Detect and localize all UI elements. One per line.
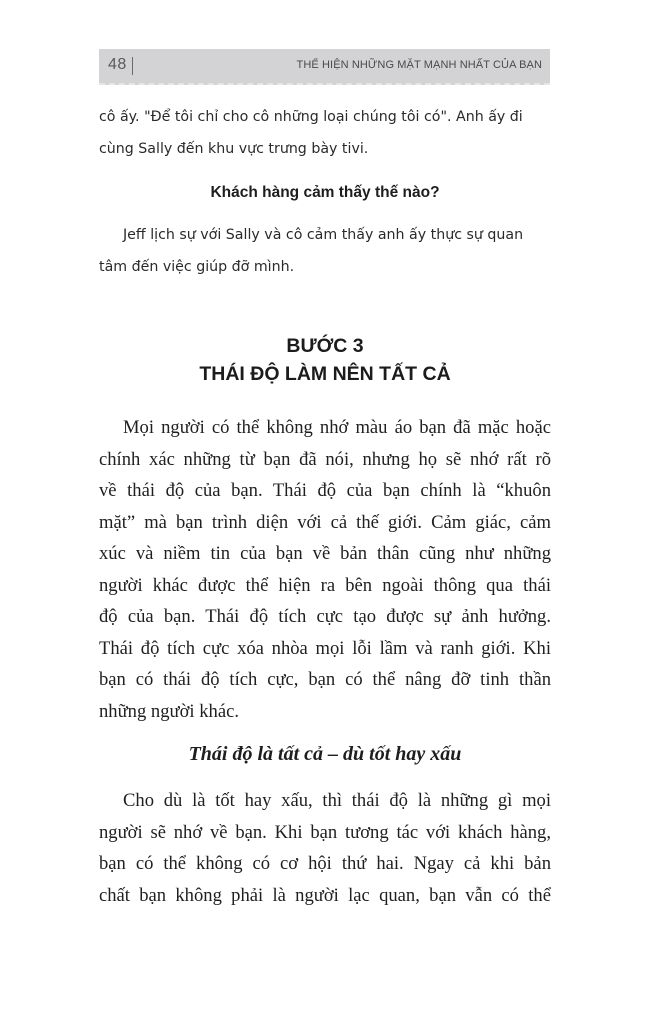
header-divider [132, 57, 133, 75]
text-line: Jeff lịch sự với Sally và cô cảm thấy anh ấy thực sự quan [123, 227, 524, 243]
text-line: bạn có thể không có cơ hội thứ hai. Ngay cả khi bản [99, 853, 551, 874]
question-heading: Khách hàng cảm thấy thế nào? [210, 184, 440, 201]
step-title: THÁI ĐỘ LÀM NÊN TẤT CẢ [199, 363, 451, 385]
text-line: cùng Sally đến khu vực trưng bày tivi. [99, 141, 369, 157]
text-line: tâm đến việc giúp đỡ mình. [99, 259, 295, 275]
page-number: 48 [108, 56, 127, 73]
text-line: những người khác. [99, 700, 239, 722]
text-line: cô ấy. "Để tôi chỉ cho cô những loại chúng tôi có". Anh ấy đi [99, 109, 523, 125]
text-line: người khác được thể hiện ra bên ngoài thông qua thái [99, 574, 551, 596]
text-line: Cho dù là tốt hay xấu, thì thái độ là những gì mọi [123, 790, 551, 811]
text-line: Thái độ tích cực xóa nhòa mọi lỗi lầm và ranh giới. Khi [99, 637, 551, 659]
text-line: bạn có thái độ tích cực, bạn có thể nâng đỡ tinh thần [99, 669, 551, 690]
text-line: Mọi người có thể không nhớ màu áo bạn đã mặc hoặc [123, 417, 551, 438]
italic-subheading: Thái độ là tất cả – dù tốt hay xấu [188, 743, 462, 765]
chapter-title: THỂ HIỆN NHỮNG MẶT MẠNH NHẤT CỦA BẠN [296, 59, 542, 71]
text-line: độ của bạn. Thái độ tích cực tạo được sự ảnh hưởng. [99, 606, 551, 627]
step-heading [99, 332, 551, 388]
story-answer [99, 219, 551, 283]
text-line: về thái độ của bạn. Thái độ của bạn chính là “khuôn [99, 480, 551, 501]
text-line: chính xác những từ bạn đã nói, nhưng họ sẽ nhớ rất rõ [99, 448, 551, 470]
running-header [99, 49, 550, 85]
text-line: chất bạn không phải là người lạc quan, bạn vẫn có thể [99, 884, 551, 906]
text-line: xúc và niềm tin của bạn về bản thân cũng như những [99, 543, 551, 564]
body-paragraph-2 [99, 785, 551, 911]
text-line: người sẽ nhớ về bạn. Khi bạn tương tác với khách hàng, [99, 821, 551, 843]
body-paragraph-1 [99, 412, 551, 727]
step-number: BƯỚC 3 [286, 335, 364, 357]
text-line: mặt” mà bạn trình diện với cả thế giới. Cảm giác, cảm [99, 511, 551, 533]
story-continuation [99, 101, 551, 165]
